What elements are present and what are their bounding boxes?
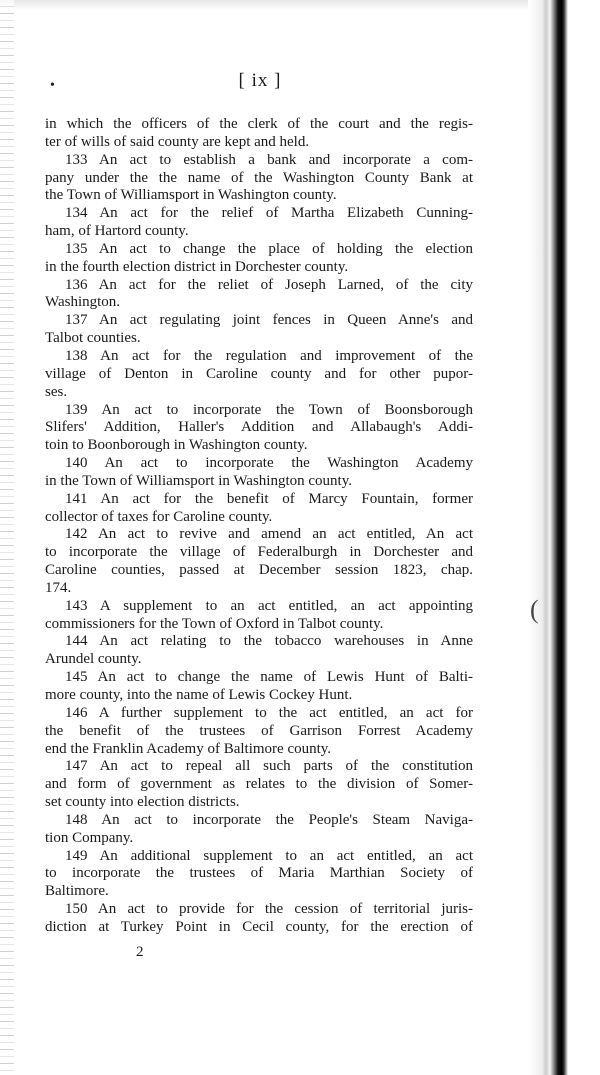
text-line: the benefit of the trustees of Garrison Forrest Academy xyxy=(45,722,473,739)
text-line: set county into election districts. xyxy=(45,794,240,811)
text-line: 145 An act to change the name of Lewis Hunt of Balti- xyxy=(65,669,473,686)
text-line: toin to Boonborough in Washington county. xyxy=(45,437,308,454)
text-line: to incorporate the village of Federalburgh in Dorchester and xyxy=(45,544,473,561)
text-line: Arundel county. xyxy=(45,651,142,668)
text-line: in the fourth election district in Dorchester county. xyxy=(45,258,349,275)
text-line: 133 An act to establish a bank and incorporate a com- xyxy=(65,151,473,168)
text-line: 146 A further supplement to the act entitled, an act for xyxy=(65,704,473,721)
text-line: 138 An act for the regulation and improvement of the xyxy=(65,347,473,364)
text-line: more county, into the name of Lewis Cockey Hunt. xyxy=(45,687,353,703)
text-line: tion Company. xyxy=(45,829,134,846)
text-line: 143 A supplement to an act entitled, an act appointing xyxy=(65,597,473,614)
text-line: and form of government as relates to the division of Somer- xyxy=(45,776,473,793)
text-line: ses. xyxy=(45,383,68,400)
text-line: 136 An act for the reliet of Joseph Larned, of the city xyxy=(65,276,473,293)
text-line: Caroline counties, passed at December session 1823, chap. xyxy=(45,562,473,579)
text-line: pany under the the name of the Washington County Bank at xyxy=(45,169,473,186)
text-line: 137 An act regulating joint fences in Queen Anne's and xyxy=(65,312,473,329)
text-line: commissioners for the Town of Oxford in Talbot county. xyxy=(45,615,384,632)
text-line: village of Denton in Caroline county and for other pupor- xyxy=(45,365,473,382)
text-line: collector of taxes for Caroline county. xyxy=(45,508,273,525)
header-dot: • xyxy=(50,78,56,93)
text-line: 144 An act relating to the tobacco warehouses in Anne xyxy=(65,633,473,650)
text-line: diction at Turkey Point in Cecil county, for the erection of xyxy=(45,918,473,935)
text-line: ham, of Hartord county. xyxy=(45,223,189,240)
text-line: 147 An act to repeal all such parts of the constitution xyxy=(65,758,473,775)
text-line: 148 An act to incorporate the People's Steam Naviga- xyxy=(65,811,473,828)
text-line: Talbot counties. xyxy=(45,330,141,347)
text-line: 142 An act to revive and amend an act entitled, An act xyxy=(65,526,473,543)
text-line: 134 An act for the relief of Martha Elizabeth Cunning- xyxy=(65,205,473,222)
text-line: Baltimore. xyxy=(45,883,109,900)
text-line: ter of wills of said county are kept and held. xyxy=(45,133,310,150)
text-line: 174. xyxy=(45,579,72,596)
text-line: 135 An act to change the place of holding the election xyxy=(65,240,473,257)
text-line: in which the officers of the clerk of the court and the regis- xyxy=(45,116,473,132)
scan-left-edge xyxy=(0,0,14,1075)
text-line: 149 An additional supplement to an act entitled, an act xyxy=(65,847,473,864)
text-line: 150 An act to provide for the cession of territorial juris- xyxy=(65,901,473,918)
scan-right-edge-binding xyxy=(528,0,600,1075)
body-text xyxy=(45,116,473,937)
text-line: to incorporate the trustees of Maria Marthian Society of xyxy=(45,865,473,882)
text-line: end the Franklin Academy of Baltimore county. xyxy=(45,740,332,757)
signature-mark: 2 xyxy=(136,944,144,960)
text-line: in the Town of Williamsport in Washington county. xyxy=(45,472,352,489)
text-line: Washington. xyxy=(45,294,121,311)
text-line: Slifers' Addition, Haller's Addition and Allabaugh's Addi- xyxy=(45,419,473,436)
page-number: [ ix ] xyxy=(238,70,282,91)
text-line: the Town of Williamsport in Washington county. xyxy=(45,187,337,204)
scan-top-edge xyxy=(0,0,600,10)
margin-mark: ( xyxy=(530,595,539,624)
text-line: 140 An act to incorporate the Washington Academy xyxy=(65,455,473,472)
text-line: 139 An act to incorporate the Town of Boonsborough xyxy=(65,401,473,418)
page-header xyxy=(0,70,520,92)
text-line: 141 An act for the benefit of Marcy Fountain, former xyxy=(65,490,473,507)
